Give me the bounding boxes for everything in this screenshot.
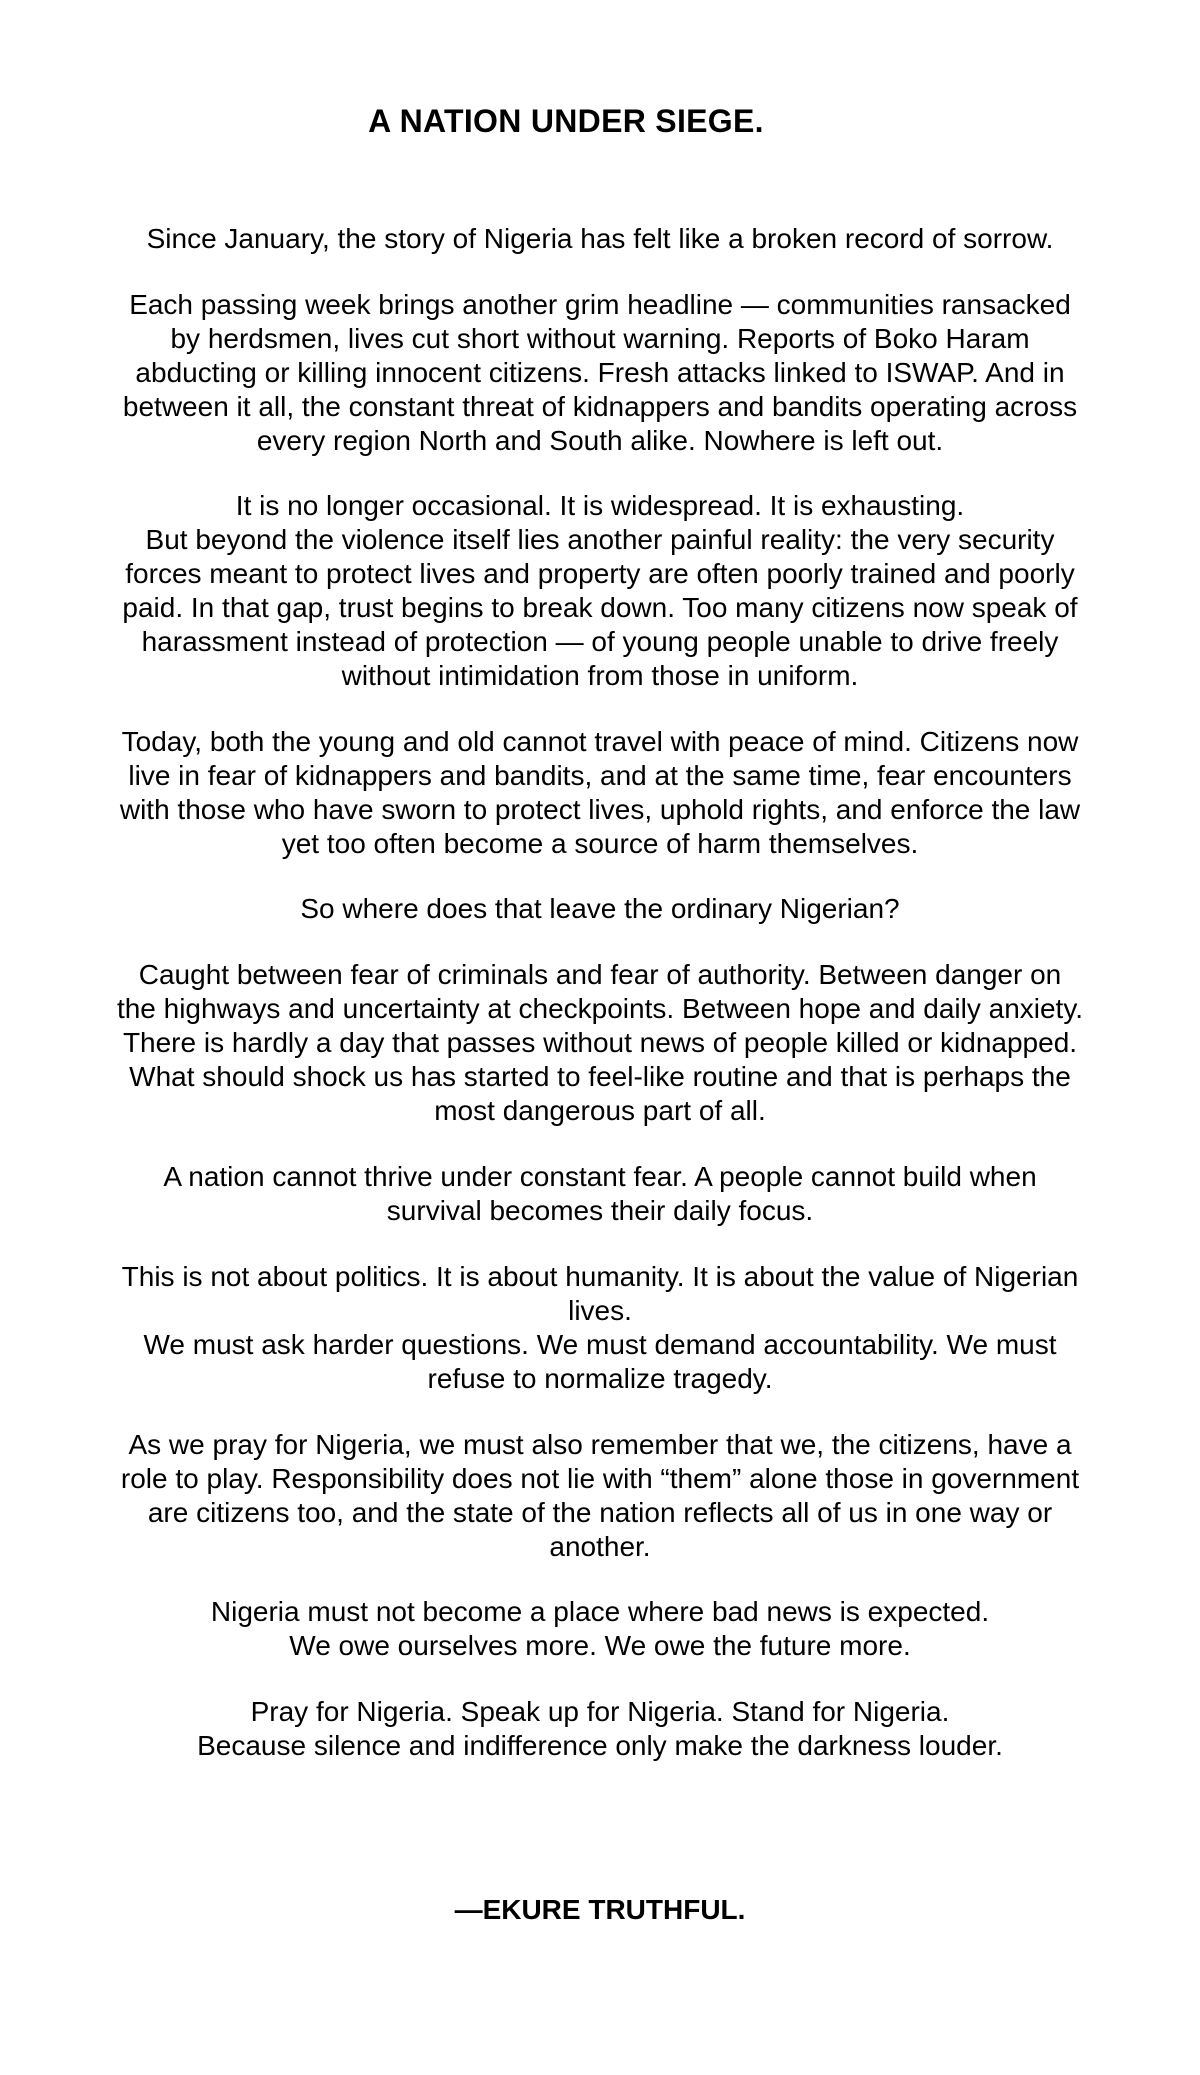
body-line: the highways and uncertainty at checkpoints. Between hope and daily anxiety. (116, 993, 1084, 1024)
body-line: There is hardly a day that passes without news of people killed or kidnapped. (122, 1027, 1078, 1058)
body-line: This is not about politics. It is about humanity. It is about the value of Nigerian (121, 1261, 1079, 1292)
body-line: harassment instead of protection — of young people unable to drive freely (141, 626, 1059, 657)
article-title: A NATION UNDER SIEGE. (368, 103, 764, 139)
body-line: abducting or killing innocent citizens. Fresh attacks linked to ISWAP. And in (135, 357, 1065, 388)
body-line: lives. (568, 1295, 632, 1326)
body-line: every region North and South alike. Nowhere is left out. (256, 425, 944, 456)
body-line: paid. In that gap, trust begins to break down. Too many citizens now speak of (122, 592, 1078, 623)
body-line: another. (549, 1531, 651, 1562)
body-line: As we pray for Nigeria, we must also remember that we, the citizens, have a (128, 1429, 1072, 1460)
body-line: It is no longer occasional. It is widespread. It is exhausting. (235, 490, 965, 521)
body-line: by herdsmen, lives cut short without warning. Reports of Boko Haram (170, 323, 1030, 354)
body-line: role to play. Responsibility does not lie with “them” alone those in government (120, 1463, 1080, 1494)
body-line: Because silence and indifference only make the darkness louder. (197, 1730, 1003, 1761)
body-line: are citizens too, and the state of the nation reflects all of us in one way or (147, 1497, 1053, 1528)
body-line: live in fear of kidnappers and bandits, and at the same time, fear encounters (128, 760, 1072, 791)
body-line: Today, both the young and old cannot travel with peace of mind. Citizens now (121, 726, 1079, 757)
body-line: most dangerous part of all. (434, 1095, 766, 1126)
body-line: forces meant to protect lives and property are often poorly trained and poorly (125, 558, 1075, 589)
body-line: So where does that leave the ordinary Nigerian? (300, 893, 900, 924)
body-line: But beyond the violence itself lies another painful reality: the very security (145, 524, 1055, 555)
body-line: Nigeria must not become a place where bad news is expected. (210, 1596, 990, 1627)
body-line: Since January, the story of Nigeria has felt like a broken record of sorrow. (146, 223, 1054, 254)
body-line: survival becomes their daily focus. (386, 1195, 814, 1226)
body-line: Each passing week brings another grim headline — communities ransacked (129, 289, 1071, 320)
body-line: Caught between fear of criminals and fear of authority. Between danger on (138, 959, 1062, 990)
body-line: with those who have sworn to protect lives, uphold rights, and enforce the law (119, 794, 1081, 825)
author-signature: —EKURE TRUTHFUL. (454, 1894, 746, 1925)
body-line: between it all, the constant threat of kidnappers and bandits operating across (122, 391, 1078, 422)
body-line: yet too often become a source of harm themselves. (281, 828, 919, 859)
body-line: A nation cannot thrive under constant fear. A people cannot build when (163, 1161, 1037, 1192)
body-line: We must ask harder questions. We must demand accountability. We must (143, 1329, 1057, 1360)
body-line: without intimidation from those in uniform. (341, 660, 859, 691)
body-line: Pray for Nigeria. Speak up for Nigeria. Stand for Nigeria. (250, 1696, 950, 1727)
body-line: We owe ourselves more. We owe the future more. (289, 1630, 911, 1661)
body-line: refuse to normalize tragedy. (427, 1363, 773, 1394)
body-line: What should shock us has started to feel-like routine and that is perhaps the (129, 1061, 1071, 1092)
